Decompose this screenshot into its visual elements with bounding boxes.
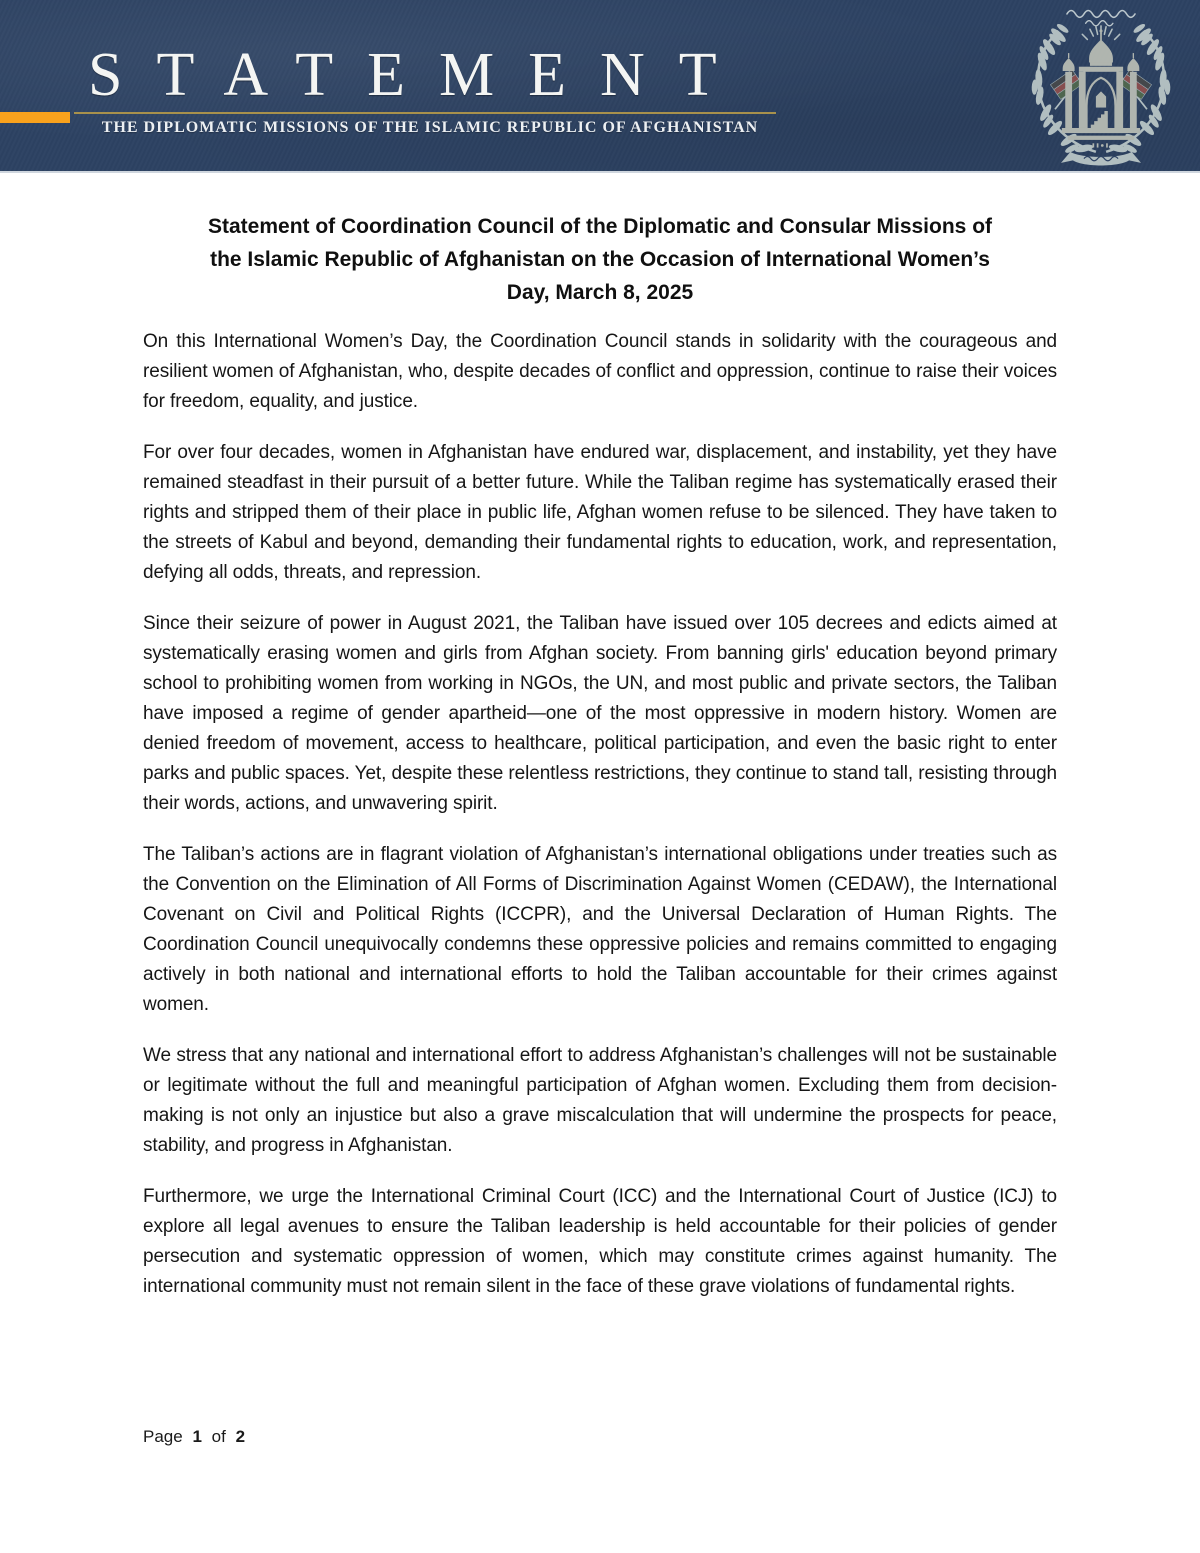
page-number-footer [143,1427,245,1447]
page-label: Page [143,1427,183,1446]
of-label: of [211,1427,226,1446]
statement-paragraph: Furthermore, we urge the International Criminal Court (ICC) and the International Court of Justice (ICJ) to explore all legal avenues to ensure the Taliban leadership is held accountable for their policies of gender persecution and systematic oppression of women, which may constitute crimes against humanity. The international community must not remain silent in the face of these grave violations of fundamental rights. [143,1186,1057,1297]
masthead-title: STATEMENT [88,41,751,109]
statement-paragraph: For over four decades, women in Afghanistan have endured war, displacement, and instability, yet they have remained steadfast in their pursuit of a better future. While the Taliban regime has systematically erased their rights and stripped them of their place in public life, Afghan women refuse to be silenced. They have taken to the streets of Kabul and beyond, demanding their fundamental rights to education, work, and representation, defying all odds, threats, and repression. [143,442,1057,583]
gold-rule-divider [74,112,776,114]
total-pages-number: 2 [235,1427,246,1446]
statement-title-line: the Islamic Republic of Afghanistan on the Occasion of International Women’s [210,248,990,271]
statement-paragraph: The Taliban’s actions are in flagrant violation of Afghanistan’s international obligations under treaties such as the Convention on the Elimination of All Forms of Discrimination Against Women (CEDAW), the International Covenant on Civil and Political Rights (ICCPR), and the Universal Declaration of Human Rights. The Coordination Council unequivocally condemns these oppressive policies and remains committed to engaging actively in both national and international efforts to hold the Taliban accountable for their crimes against women. [143,844,1057,1015]
statement-paragraph: Since their seizure of power in August 2021, the Taliban have issued over 105 decrees and edicts aimed at systematically erasing women and girls from Afghan society. From banning girls' education beyond primary school to prohibiting women from working in NGOs, the UN, and most public and private sectors, the Taliban have imposed a regime of gender apartheid—one of the most oppressive in modern history. Women are denied freedom of movement, access to healthcare, political participation, and even the basic right to enter parks and public spaces. Yet, despite these relentless restrictions, they continue to stand tall, resisting through their words, actions, and unwavering spirit. [143,613,1057,814]
statement-title-line: Day, March 8, 2025 [506,281,694,304]
masthead-subtitle: THE DIPLOMATIC MISSIONS OF THE ISLAMIC REPUBLIC OF AFGHANISTAN [101,119,759,136]
statement-paragraph: On this International Women’s Day, the Coordination Council stands in solidarity with the courageous and resilient women of Afghanistan, who, despite decades of conflict and oppression, continue to raise their voices for freedom, equality, and justice. [143,331,1057,412]
letterhead-banner [0,0,1200,173]
orange-accent-bar [0,112,70,123]
current-page-number: 1 [192,1427,202,1446]
afghanistan-national-emblem-icon [1012,2,1190,168]
statement-title [143,210,1057,309]
statement-title-line: Statement of Coordination Council of the Diplomatic and Consular Missions of [207,215,993,238]
statement-document [143,210,1057,1323]
statement-paragraph: We stress that any national and international effort to address Afghanistan’s challenges will not be sustainable or legitimate without the full and meaningful participation of Afghan women. Excluding them from decision-making is not only an injustice but also a grave miscalculation that will undermine the prospects for peace, stability, and progress in Afghanistan. [143,1045,1057,1156]
